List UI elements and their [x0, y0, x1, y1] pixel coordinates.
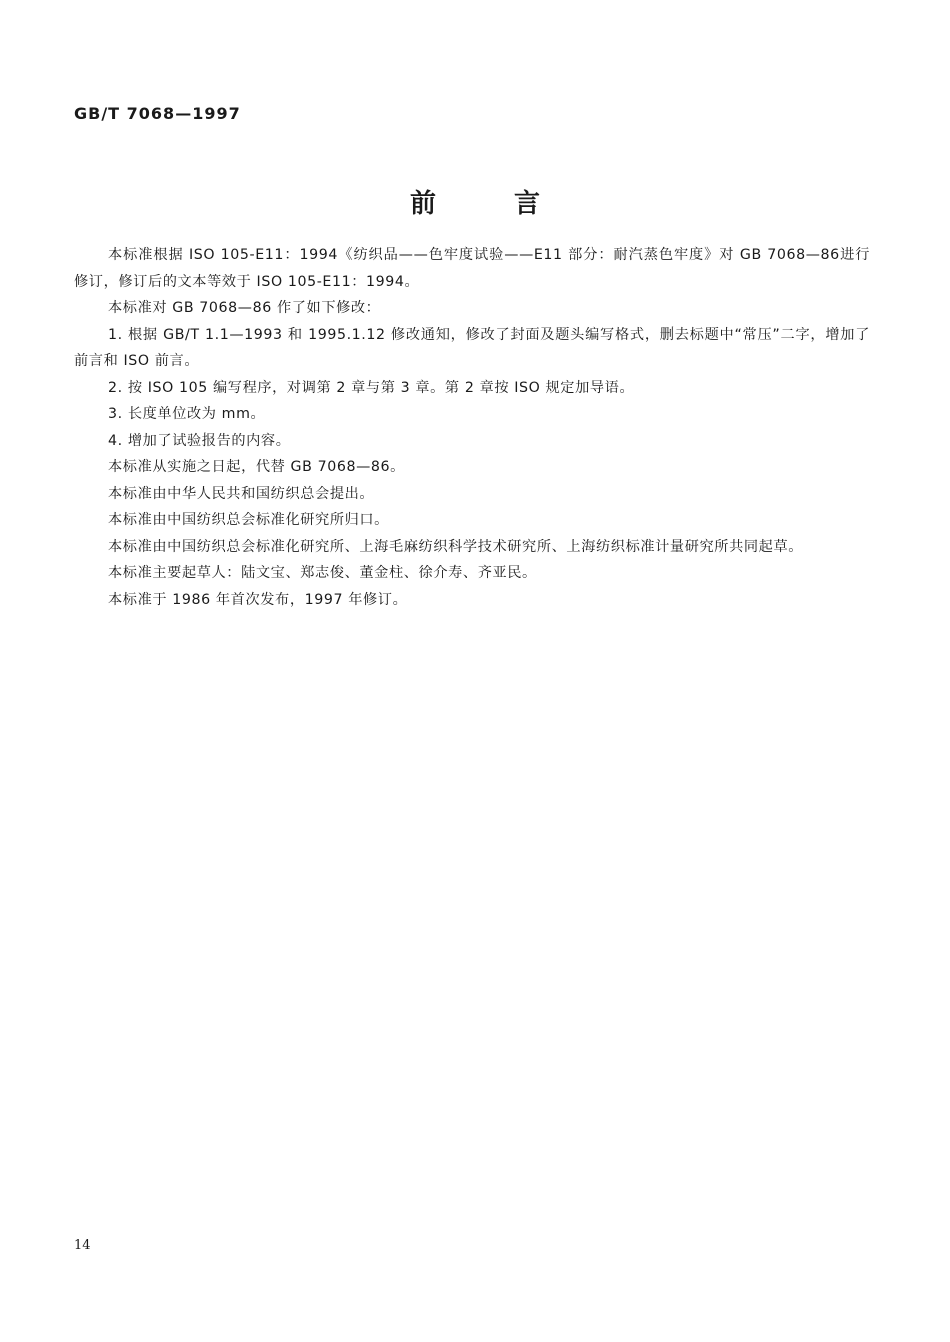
paragraph: 本标准对 GB 7068—86 作了如下修改：	[108, 300, 381, 316]
paragraph: 本标准由中华人民共和国纺织总会提出。	[108, 485, 375, 502]
title-char-1: 前	[409, 189, 436, 219]
paragraph: 1. 根据 GB/T 1.1—1993 和 1995.1.12 修改通知，修改了封面及题头编写格式，删去标题中“常压”二字，增加了前言和 ISO 前言。	[74, 326, 870, 369]
page-number: 14	[74, 1238, 91, 1253]
paragraph: 本标准由中国纺织总会标准化研究所、上海毛麻纺织科学技术研究所、上海纺织标准计量研究所共同起草。	[108, 538, 804, 555]
document-code: GB/T 7068—1997	[74, 104, 241, 123]
paragraph: 本标准于 1986 年首次发布，1997 年修订。	[108, 591, 408, 608]
page-title	[0, 183, 950, 220]
paragraph: 本标准由中国纺织总会标准化研究所归口。	[108, 512, 389, 528]
paragraph: 本标准根据 ISO 105-E11：1994《纺织品——色牢度试验——E11 部分：耐汽蒸色牢度》对 GB 7068—86进行修订，修订后的文本等效于 ISO 105-E11：1994。	[74, 247, 870, 290]
paragraph: 本标准主要起草人：陆文宝、郑志俊、董金柱、徐介寿、齐亚民。	[108, 565, 537, 581]
paragraph: 3. 长度单位改为 mm。	[108, 406, 266, 422]
title-char-2: 言	[514, 189, 541, 219]
paragraph: 2. 按 ISO 105 编写程序，对调第 2 章与第 3 章。第 2 章按 ISO 规定加导语。	[108, 379, 635, 396]
paragraph: 本标准从实施之日起，代替 GB 7068—86。	[108, 459, 405, 475]
paragraph: 4. 增加了试验报告的内容。	[108, 432, 291, 449]
preface-body	[74, 242, 870, 613]
